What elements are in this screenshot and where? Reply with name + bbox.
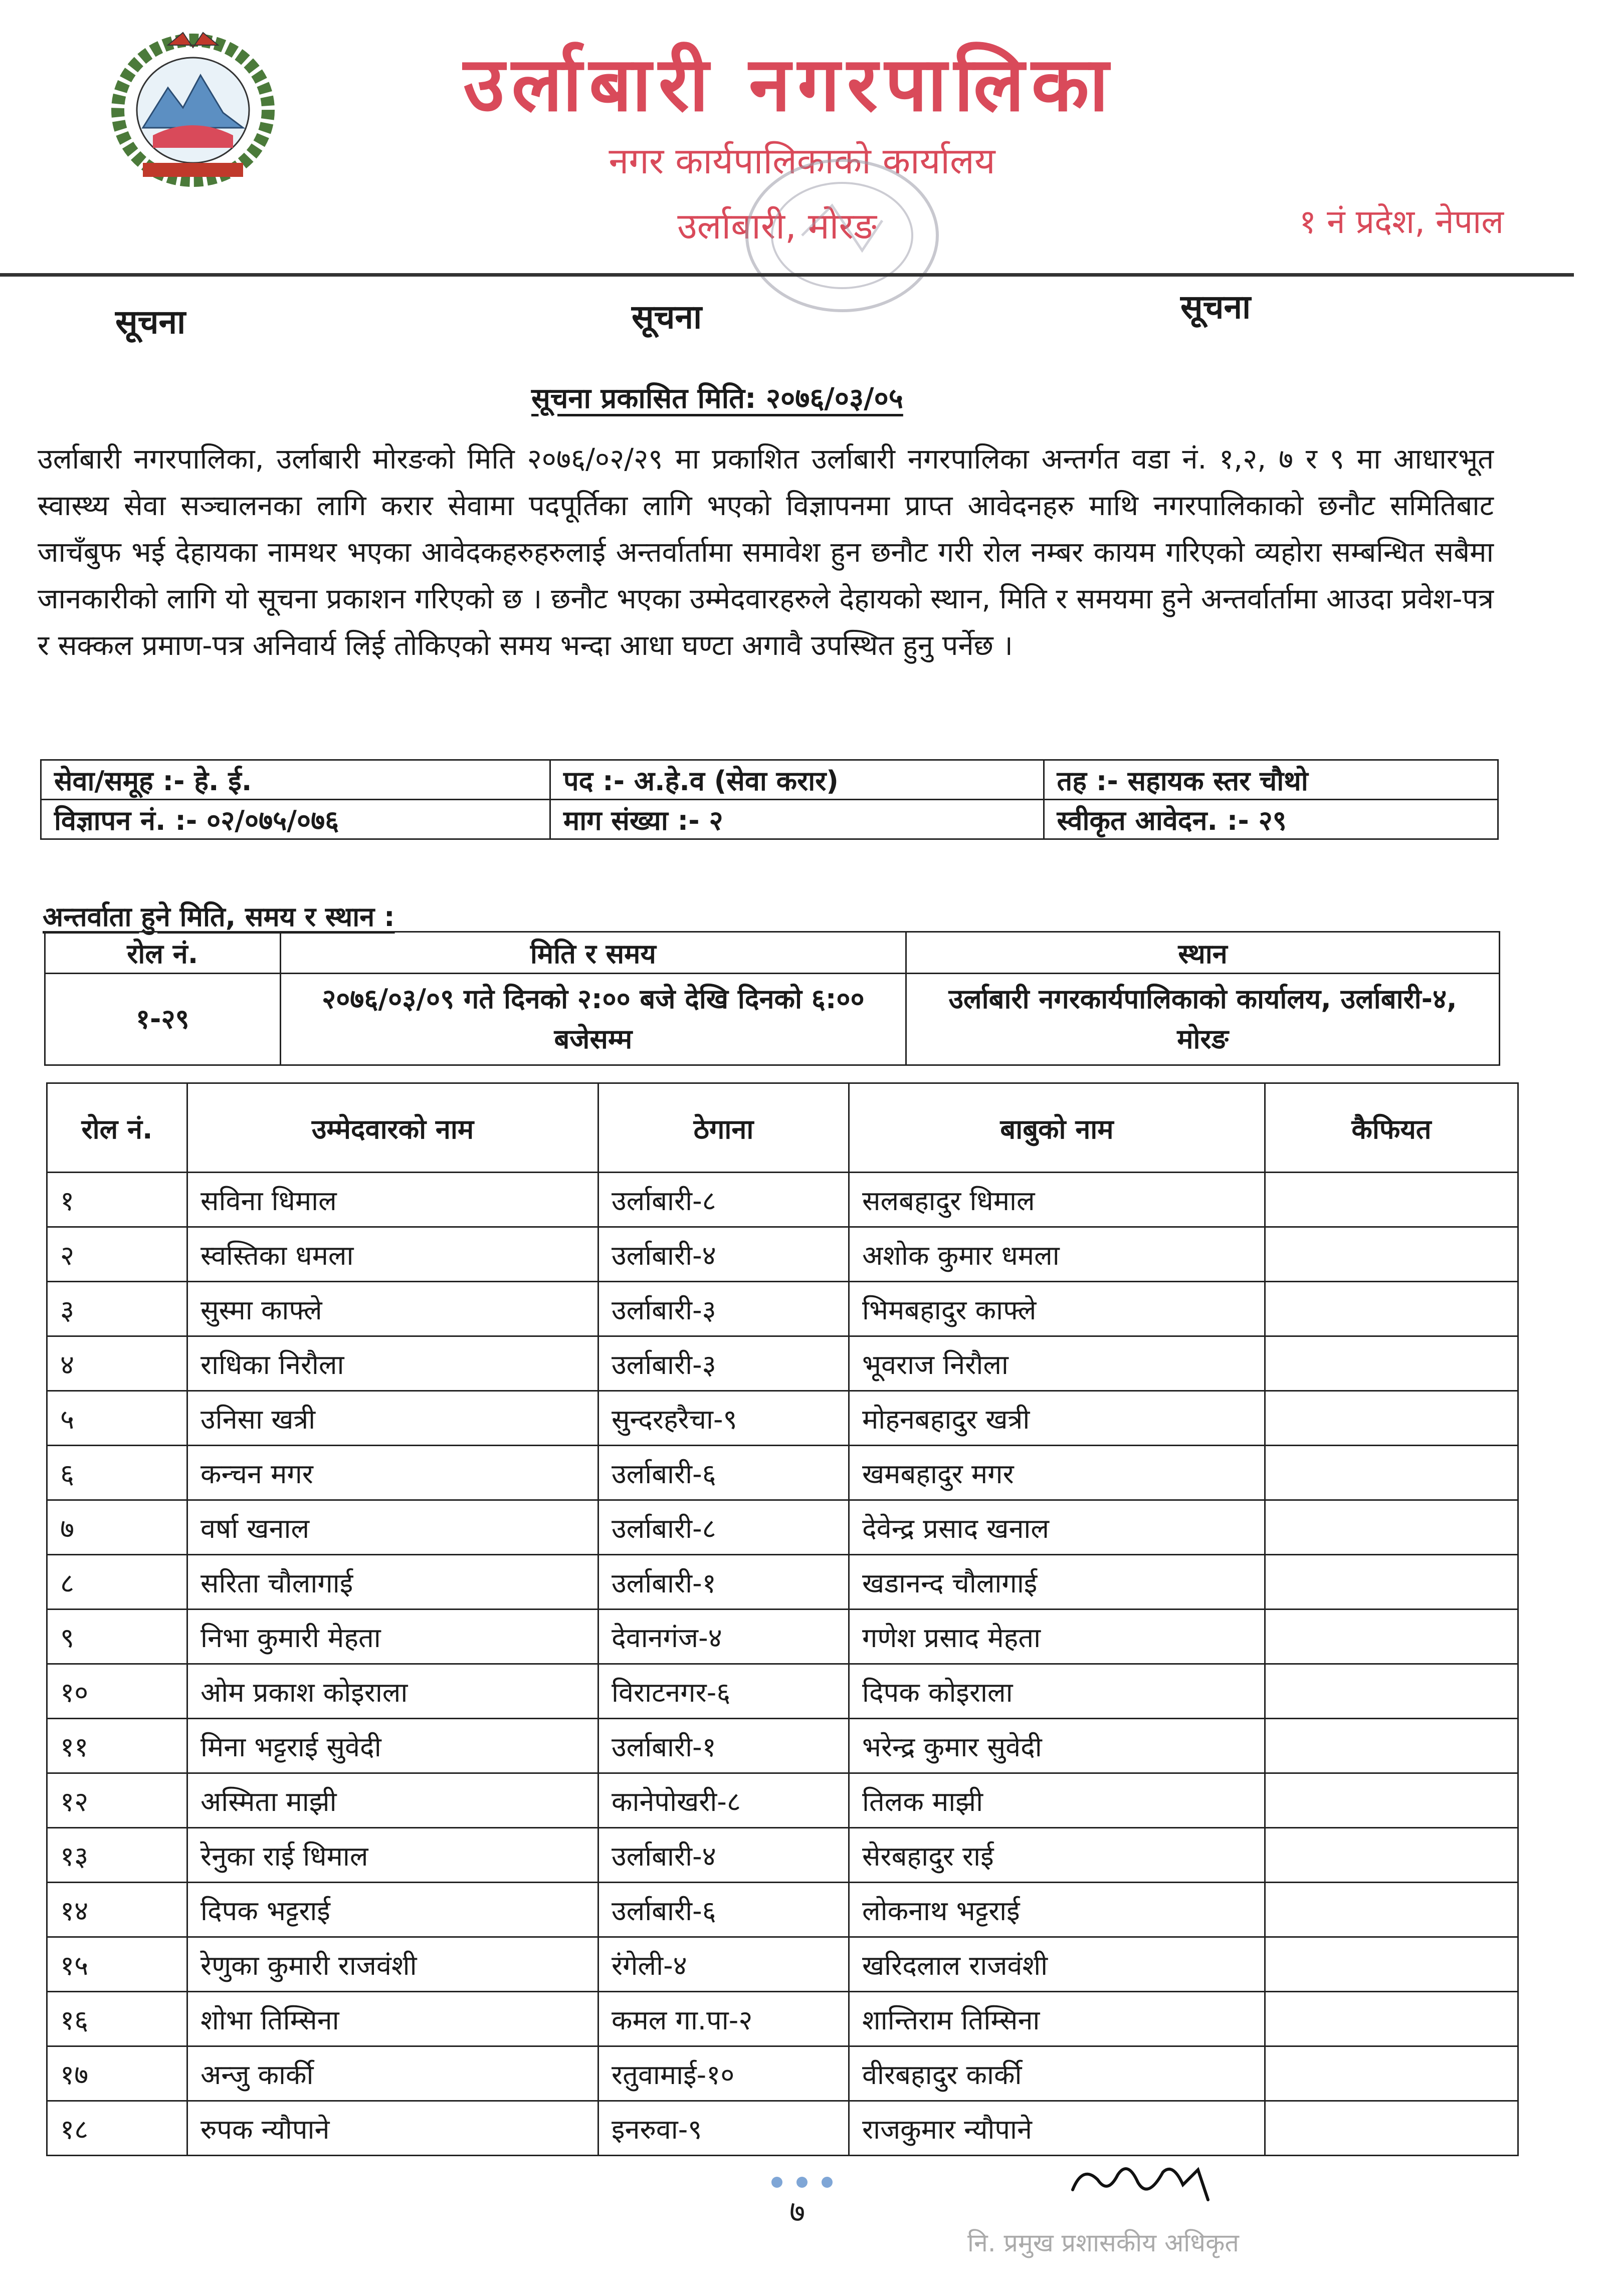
page-number: ७ — [789, 2194, 806, 2229]
cell-remarks — [1265, 1992, 1518, 2046]
cell-father-name: भिमबहादुर काफ्ले — [849, 1282, 1265, 1336]
municipality-title: उर्लाबारी नगरपालिका — [463, 41, 1116, 128]
cell-remarks — [1265, 1173, 1518, 1227]
cell-roll: ४ — [47, 1336, 187, 1391]
cell-remarks — [1265, 1773, 1518, 1828]
table-row — [47, 1227, 1518, 1282]
col-father-name: बाबुको नाम — [849, 1083, 1265, 1173]
cell-roll: ३ — [47, 1282, 187, 1336]
cell-roll: ९ — [47, 1610, 187, 1664]
cell-roll: ११ — [47, 1719, 187, 1773]
cell-address: उर्लाबारी-६ — [598, 1446, 849, 1500]
cell-father-name: सेरबहादुर राई — [849, 1828, 1265, 1883]
advertisement-number: विज्ञापन नं. :- ०२/०७५/०७६ — [41, 800, 550, 839]
cell-remarks — [1265, 1828, 1518, 1883]
cell-roll: ६ — [47, 1446, 187, 1500]
cell-remarks — [1265, 1446, 1518, 1500]
cell-name: रेनुका राई धिमाल — [187, 1828, 598, 1883]
cell-father-name: भरेन्द्र कुमार सुवेदी — [849, 1719, 1265, 1773]
cell-address: उर्लाबारी-३ — [598, 1282, 849, 1336]
candidates-table — [46, 1082, 1519, 2156]
cell-roll: १५ — [47, 1937, 187, 1992]
table-row — [47, 1937, 1518, 1992]
cell-name: सरिता चौलागाई — [187, 1555, 598, 1610]
cell-name: शोभा तिम्सिना — [187, 1992, 598, 2046]
cell-address: उर्लाबारी-१ — [598, 1555, 849, 1610]
cell-roll: १ — [47, 1173, 187, 1227]
schedule-place: उर्लाबारी नगरकार्यपालिकाको कार्यालय, उर्लाबारी-४, मोरङ — [906, 974, 1500, 1065]
nepal-emblem-icon — [108, 28, 278, 188]
cell-address: रंगेली-४ — [598, 1937, 849, 1992]
cell-roll: १६ — [47, 1992, 187, 2046]
cell-address: उर्लाबारी-४ — [598, 1828, 849, 1883]
table-row — [47, 1173, 1518, 1227]
table-row — [47, 1992, 1518, 2046]
cell-remarks — [1265, 1937, 1518, 1992]
cell-father-name: लोकनाथ भट्टराई — [849, 1883, 1265, 1937]
cell-roll: १८ — [47, 2101, 187, 2156]
schedule-heading: अन्तर्वाता हुने मिति, समय र स्थान : — [43, 901, 395, 933]
interview-schedule-table — [44, 931, 1500, 1066]
cell-address: देवानगंज-४ — [598, 1610, 849, 1664]
signatory-title: नि. प्रमुख प्रशासकीय अधिकृत — [967, 2228, 1239, 2257]
schedule-col-datetime: मिति र समय — [280, 932, 906, 974]
table-row — [47, 1883, 1518, 1937]
cell-remarks — [1265, 1227, 1518, 1282]
cell-remarks — [1265, 1336, 1518, 1391]
accepted-applications: स्वीकृत आवेदन. :- २९ — [1044, 800, 1498, 839]
cell-roll: १७ — [47, 2046, 187, 2101]
cell-father-name: वीरबहादुर कार्की — [849, 2046, 1265, 2101]
notice-word-right: सूचना — [1180, 288, 1251, 326]
cell-address: रतुवामाई-१० — [598, 2046, 849, 2101]
schedule-col-place: स्थान — [906, 932, 1500, 974]
cell-remarks — [1265, 2101, 1518, 2156]
cell-remarks — [1265, 1719, 1518, 1773]
cell-name: रेणुका कुमारी राजवंशी — [187, 1937, 598, 1992]
service-post: पद :- अ.हे.व (सेवा करार) — [550, 760, 1044, 800]
service-level: तह :- सहायक स्तर चौथो — [1044, 760, 1498, 800]
cell-address: उर्लाबारी-८ — [598, 1173, 849, 1227]
cell-name: सुस्मा काफ्ले — [187, 1282, 598, 1336]
cell-name: राधिका निरौला — [187, 1336, 598, 1391]
table-row — [47, 2046, 1518, 2101]
cell-address: कमल गा.पा-२ — [598, 1992, 849, 2046]
publication-date: सूचना प्रकासित मिति: २०७६/०३/०५ — [531, 382, 903, 415]
province-label: १ नं प्रदेश, नेपाल — [1299, 202, 1504, 241]
cell-name: कन्चन मगर — [187, 1446, 598, 1500]
cell-address: विराटनगर-६ — [598, 1664, 849, 1719]
office-stamp-icon — [732, 150, 952, 331]
cell-remarks — [1265, 1391, 1518, 1446]
notice-word-left: सूचना — [115, 303, 186, 341]
office-location: उर्लाबारी, मोरङ — [677, 205, 877, 247]
demand-count: माग संख्या :- २ — [550, 800, 1044, 839]
cell-name: रुपक न्यौपाने — [187, 2101, 598, 2156]
notice-body: उर्लाबारी नगरपालिका, उर्लाबारी मोरङको मिति २०७६/०२/२९ मा प्रकाशित उर्लाबारी नगरपालिका अन्तर्गत वडा नं. १,२, ७ र ९ मा आधारभूत स्वास्थ्य सेवा सञ्चालनका लागि करार सेवामा पदपूर्तिका लागि भएको विज्ञापनमा प्राप्त आवेदनहरु माथि नगरपालिकाको छनौट समितिबाट जाचँबुफ भई देहायका नामथर भएका आवेदकहरुहरुलाई अन्तर्वार्तामा समावेश हुन छनौट गरी रोल नम्बर कायम गरिएको व्यहोरा सम्बन्धित सबैमा जानकारीको लागि यो सूचना प्रकाशन गरिएको छ । छनौट भएका उम्मेदवारहरुले देहायको स्थान, मिति र समयमा हुने अन्तर्वार्तामा आउदा प्रवेश-पत्र र सक्कल प्रमाण-पत्र अनिवार्य लिई तोकिएको समय भन्दा आधा घण्टा अगावै उपस्थित हुनु पर्नेछ । — [38, 443, 1494, 662]
cell-father-name: मोहनबहादुर खत्री — [849, 1391, 1265, 1446]
office-subtitle: नगर कार्यपालिकाको कार्यालय — [609, 140, 995, 182]
cell-name: ओम प्रकाश कोइराला — [187, 1664, 598, 1719]
cell-roll: १० — [47, 1664, 187, 1719]
table-row — [47, 1391, 1518, 1446]
cell-father-name: खडानन्द चौलागाई — [849, 1555, 1265, 1610]
table-row — [47, 1828, 1518, 1883]
service-group: सेवा/समूह :- हे. ई. — [41, 760, 550, 800]
col-name: उम्मेदवारको नाम — [187, 1083, 598, 1173]
schedule-col-roll: रोल नं. — [45, 932, 281, 974]
signature-icon — [1068, 2155, 1218, 2205]
cell-remarks — [1265, 1664, 1518, 1719]
page-dots-icon — [762, 2175, 842, 2190]
cell-address: कानेपोखरी-८ — [598, 1773, 849, 1828]
cell-father-name: खरिदलाल राजवंशी — [849, 1937, 1265, 1992]
cell-father-name: खमबहादुर मगर — [849, 1446, 1265, 1500]
cell-father-name: राजकुमार न्यौपाने — [849, 2101, 1265, 2156]
cell-remarks — [1265, 1500, 1518, 1555]
col-remarks: कैफियत — [1265, 1083, 1518, 1173]
table-row — [47, 1773, 1518, 1828]
cell-father-name: तिलक माझी — [849, 1773, 1265, 1828]
cell-name: उनिसा खत्री — [187, 1391, 598, 1446]
cell-name: स्वस्तिका धमला — [187, 1227, 598, 1282]
table-row — [47, 1610, 1518, 1664]
cell-address: उर्लाबारी-१ — [598, 1719, 849, 1773]
cell-father-name: सलबहादुर धिमाल — [849, 1173, 1265, 1227]
notice-word-center: सूचना — [632, 298, 702, 336]
cell-remarks — [1265, 1555, 1518, 1610]
table-row — [47, 1555, 1518, 1610]
cell-address: उर्लाबारी-३ — [598, 1336, 849, 1391]
table-row — [47, 1282, 1518, 1336]
cell-address: उर्लाबारी-८ — [598, 1500, 849, 1555]
col-roll: रोल नं. — [47, 1083, 187, 1173]
cell-roll: २ — [47, 1227, 187, 1282]
cell-father-name: दिपक कोइराला — [849, 1664, 1265, 1719]
cell-roll: १३ — [47, 1828, 187, 1883]
service-info-table — [40, 759, 1499, 840]
cell-name: सविना धिमाल — [187, 1173, 598, 1227]
cell-roll: ५ — [47, 1391, 187, 1446]
table-row — [47, 1500, 1518, 1555]
cell-roll: १४ — [47, 1883, 187, 1937]
cell-name: वर्षा खनाल — [187, 1500, 598, 1555]
cell-name: अस्मिता माझी — [187, 1773, 598, 1828]
cell-address: उर्लाबारी-६ — [598, 1883, 849, 1937]
schedule-datetime: २०७६/०३/०९ गते दिनको २:०० बजे देखि दिनको ६:०० बजेसम्म — [280, 974, 906, 1065]
cell-name: मिना भट्टराई सुवेदी — [187, 1719, 598, 1773]
table-row — [47, 1664, 1518, 1719]
cell-name: दिपक भट्टराई — [187, 1883, 598, 1937]
cell-name: निभा कुमारी मेहता — [187, 1610, 598, 1664]
cell-address: इनरुवा-९ — [598, 2101, 849, 2156]
table-row — [47, 1719, 1518, 1773]
cell-roll: ७ — [47, 1500, 187, 1555]
cell-remarks — [1265, 1610, 1518, 1664]
cell-name: अन्जु कार्की — [187, 2046, 598, 2101]
cell-address: सुन्दरहरैचा-९ — [598, 1391, 849, 1446]
cell-father-name: अशोक कुमार धमला — [849, 1227, 1265, 1282]
cell-remarks — [1265, 2046, 1518, 2101]
cell-father-name: देवेन्द्र प्रसाद खनाल — [849, 1500, 1265, 1555]
cell-remarks — [1265, 1282, 1518, 1336]
cell-remarks — [1265, 1883, 1518, 1937]
cell-roll: ८ — [47, 1555, 187, 1610]
table-row — [47, 1336, 1518, 1391]
cell-address: उर्लाबारी-४ — [598, 1227, 849, 1282]
table-row — [47, 1446, 1518, 1500]
header-divider — [0, 273, 1574, 277]
schedule-roll-range: १-२९ — [45, 974, 281, 1065]
col-address: ठेगाना — [598, 1083, 849, 1173]
table-row — [47, 2101, 1518, 2156]
cell-father-name: भूवराज निरौला — [849, 1336, 1265, 1391]
cell-father-name: गणेश प्रसाद मेहता — [849, 1610, 1265, 1664]
cell-father-name: शान्तिराम तिम्सिना — [849, 1992, 1265, 2046]
cell-roll: १२ — [47, 1773, 187, 1828]
